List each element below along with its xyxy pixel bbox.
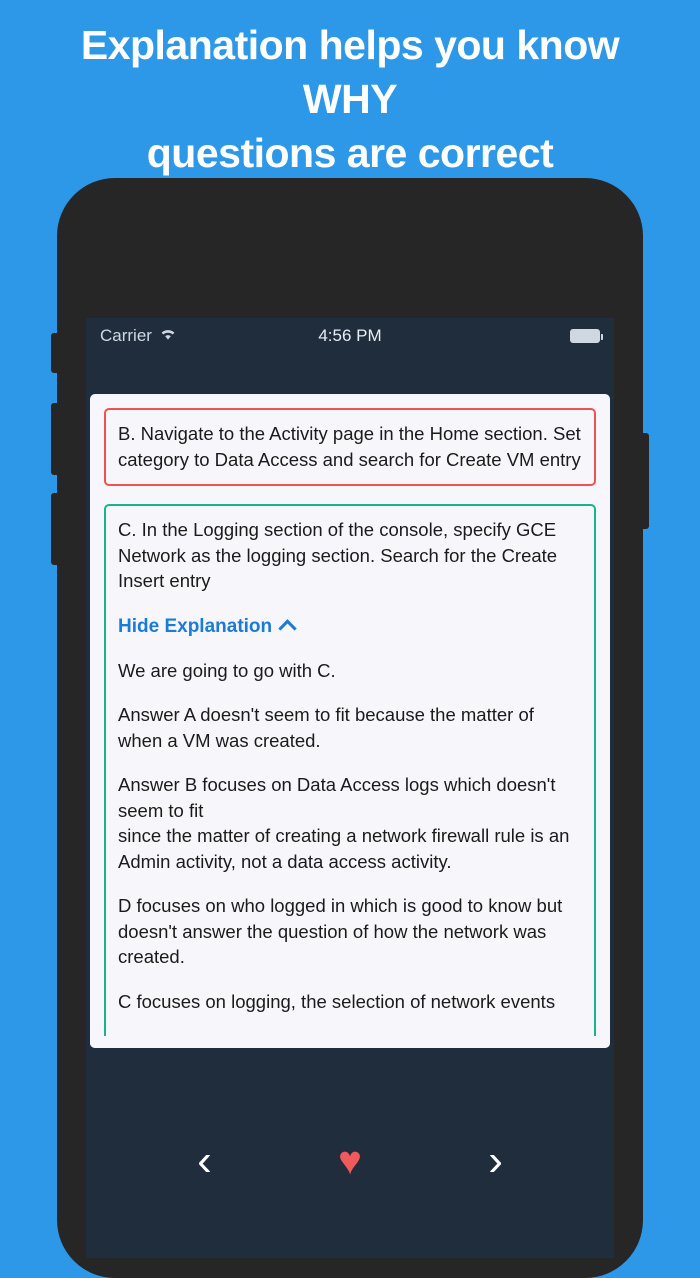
promo-headline-line-2: questions are correct (146, 130, 554, 177)
explanation-paragraph: We are going to go with C. (118, 659, 336, 681)
answer-option-c-text: C. In the Logging section of the console, specify GCE Network as the logging section. Search for the Create Insert entry (118, 519, 558, 592)
status-time: 4:56 PM (318, 326, 382, 345)
status-bar (86, 318, 614, 354)
bottom-navigation-bar (86, 1098, 614, 1258)
hide-explanation-toggle[interactable] (118, 614, 582, 640)
answer-option-b[interactable] (104, 408, 596, 486)
answer-card (90, 394, 610, 1048)
battery-full-icon (570, 329, 600, 343)
chevron-up-icon (278, 619, 296, 637)
card-bottom-fade (90, 1036, 610, 1048)
chevron-left-icon[interactable]: ‹ (197, 1136, 212, 1185)
heart-icon[interactable]: ♥ (338, 1139, 362, 1183)
phone-mockup (57, 178, 643, 1278)
answer-option-b-text: B. Navigate to the Activity page in the Home section. Set category to Data Access and search for Create VM entry (118, 423, 581, 470)
volume-up-button (51, 403, 57, 475)
silent-switch (51, 333, 57, 373)
explanation-paragraph: since the matter of creating a network firewall rule is an Admin activity, not a data access activity. (118, 825, 570, 872)
explanation-paragraph: Answer A doesn't seem to fit because the matter of when a VM was created. (118, 704, 534, 751)
hide-explanation-label: Hide Explanation (118, 615, 273, 637)
explanation-paragraph: D focuses on who logged in which is good to know but doesn't answer the question of how the network was created. (118, 895, 563, 968)
carrier-label: Carrier (100, 326, 152, 345)
explanation-paragraph: Answer B focuses on Data Access logs which doesn't seem to fit (118, 774, 556, 821)
promo-headline (0, 0, 700, 180)
chevron-right-icon[interactable]: › (488, 1136, 503, 1185)
phone-screen (86, 318, 614, 1258)
volume-down-button (51, 493, 57, 565)
power-button (643, 433, 649, 529)
explanation-paragraph: C focuses on logging, the selection of network events (118, 990, 556, 1012)
answer-option-c[interactable] (104, 504, 596, 1048)
promo-headline-line-1: Explanation helps you know WHY (80, 22, 620, 123)
